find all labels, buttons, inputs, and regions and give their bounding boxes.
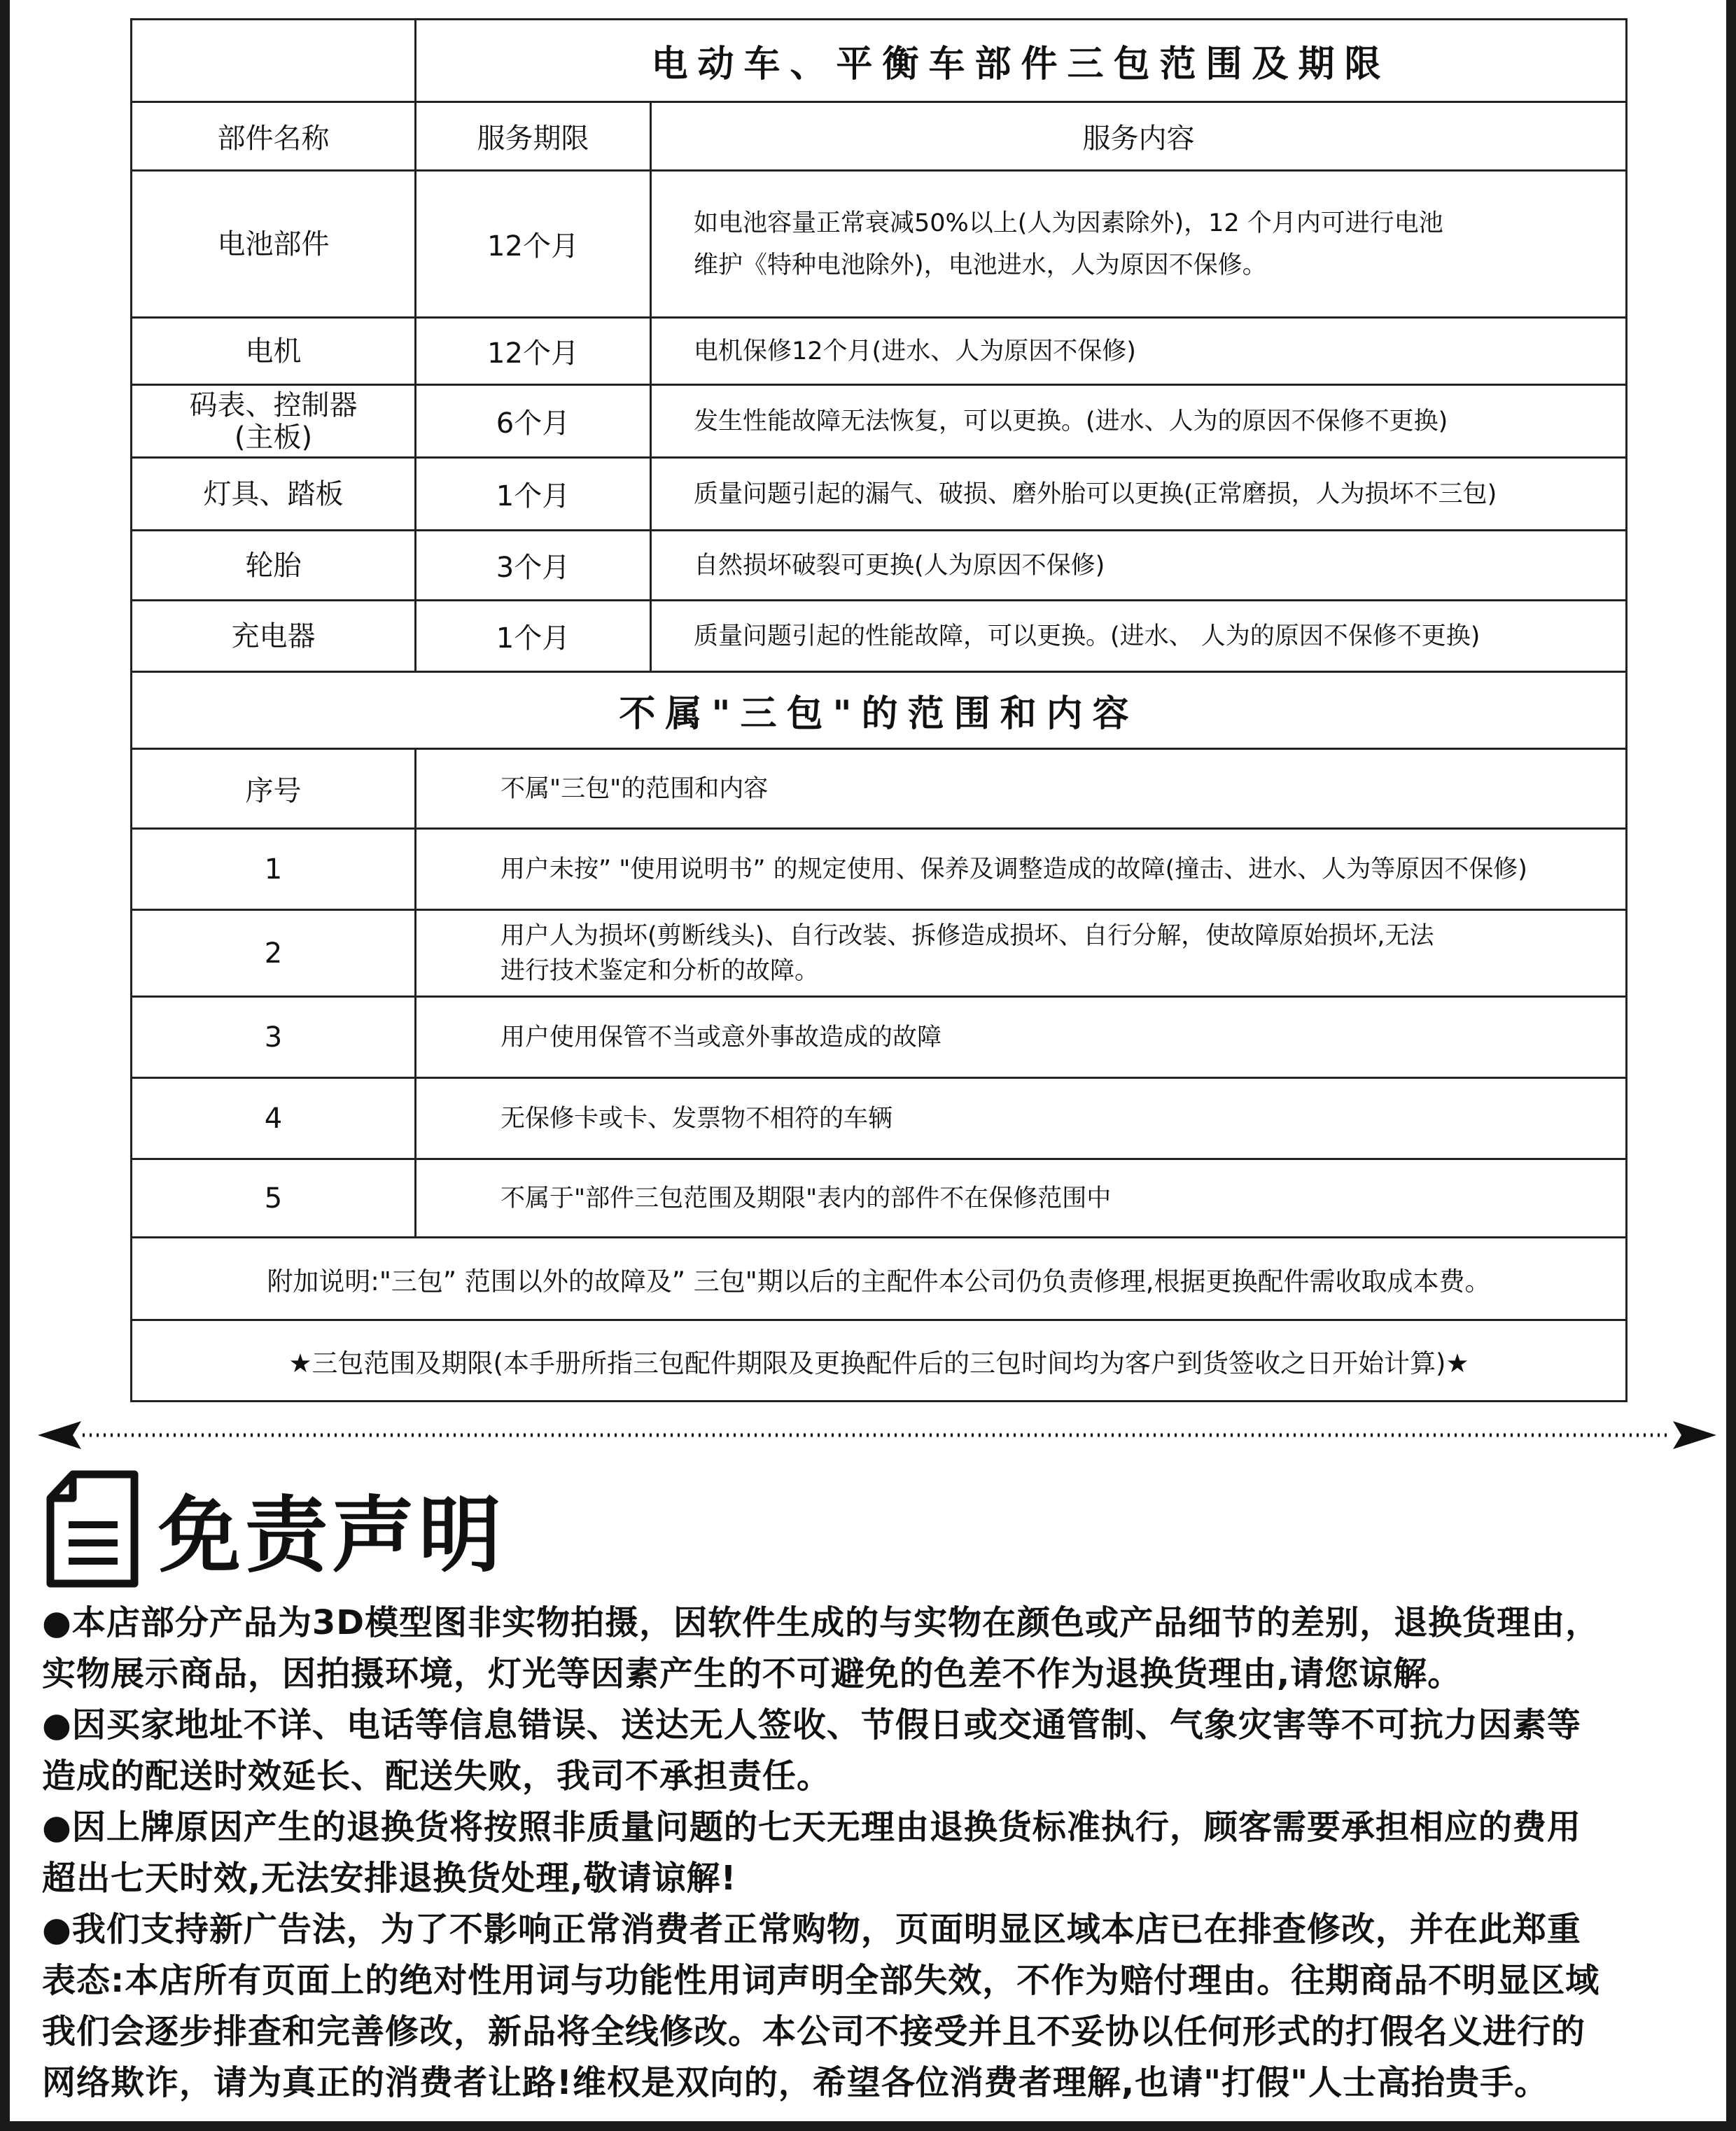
content-line: 维护《特种电池除外)，电池进水，人为原因不保修。 — [694, 251, 1267, 279]
dotted-arrow-divider — [38, 1420, 1716, 1451]
part-name-line: 码表、控制器 — [189, 389, 358, 421]
disclaimer-line: 造成的配送时效延长、配送失败，我司不承担责任。 — [42, 1756, 832, 1796]
footer-row — [132, 1320, 1627, 1402]
disclaimer-line: 实物展示商品，因拍摄环境，灯光等因素产生的不可避免的色差不作为退换货理由,请您谅解。 — [42, 1654, 1462, 1693]
exclusion-content — [416, 1159, 1627, 1238]
disclaimer-body — [42, 1598, 1718, 2109]
disclaimer-line: ●本店部分产品为3D模型图非实物拍摄，因软件生成的与实物在颜色或产品细节的差别，退换货理由， — [42, 1603, 1600, 1642]
content-line: 质量问题引起的漏气、破损、磨外胎可以更换(正常磨损，人为损坏不三包) — [694, 480, 1497, 508]
content-line: 用户人为损坏(剪断线头)、自行改装、拆修造成损坏、自行分解，使故障原始损坏,无法 — [500, 921, 1434, 950]
content-line: 无保修卡或卡、发票物不相符的车辆 — [500, 1104, 893, 1133]
disclaimer-paragraph — [42, 1904, 1718, 2109]
table-row — [132, 1078, 1627, 1159]
disclaimer-line: ●因买家地址不详、电话等信息错误、送达无人签收、节假日或交通管制、气象灾害等不可抗力因素等 — [42, 1705, 1581, 1745]
service-period: 1个月 — [416, 601, 651, 672]
service-content — [651, 318, 1627, 385]
seq-number: 4 — [132, 1078, 416, 1159]
document-icon — [45, 1470, 140, 1588]
exclusion-header-row — [132, 749, 1627, 829]
blank-corner-cell — [132, 20, 416, 102]
header-service-period: 服务期限 — [416, 102, 651, 171]
table-row — [132, 829, 1627, 910]
content-line: 质量问题引起的性能故障，可以更换。(进水、 人为的原因不保修不更换) — [694, 622, 1480, 650]
disclaimer-paragraph — [42, 1598, 1718, 1700]
seq-number: 3 — [132, 997, 416, 1078]
warranty-table-title: 电动车、平衡车部件三包范围及期限 — [416, 20, 1627, 102]
content-line: 用户使用保管不当或意外事故造成的故障 — [500, 1023, 942, 1051]
service-content — [651, 601, 1627, 672]
disclaimer-line: ●我们支持新广告法，为了不影响正常消费者正常购物，页面明显区域本店已在排查修改，并在此郑重 — [42, 1910, 1581, 1949]
table-row — [132, 997, 1627, 1078]
part-name: 电池部件 — [132, 171, 416, 318]
table-row — [132, 318, 1627, 385]
part-name: 电机 — [132, 318, 416, 385]
seq-number: 5 — [132, 1159, 416, 1238]
part-name: 灯具、踏板 — [132, 458, 416, 531]
exclusion-content — [416, 829, 1627, 910]
warranty-title-row — [132, 20, 1627, 102]
table-row — [132, 601, 1627, 672]
disclaimer-line: ●因上牌原因产生的退换货将按照非质量问题的七天无理由退换货标准执行，顾客需要承担相应的费用 — [42, 1808, 1581, 1847]
right-arrow-icon — [1673, 1421, 1716, 1449]
content-line: 电机保修12个月(进水、人为原因不保修) — [694, 337, 1136, 365]
seq-number: 2 — [132, 910, 416, 997]
disclaimer-line: 表态:本店所有页面上的绝对性用词与功能性用词声明全部失效，不作为赔付理由。往期商品不明显区域 — [42, 1961, 1600, 2000]
service-content — [651, 531, 1627, 601]
table-row — [132, 910, 1627, 997]
disclaimer-line: 我们会逐步排查和完善修改，新品将全线修改。本公司不接受并且不妥协以任何形式的打假名义进行的 — [42, 2012, 1586, 2051]
header-seq: 序号 — [132, 749, 416, 829]
header-part-name: 部件名称 — [132, 102, 416, 171]
warranty-footer-note: ★三包范围及期限(本手册所指三包配件期限及更换配件后的三包时间均为客户到货签收之日开始计算)★ — [132, 1320, 1627, 1402]
service-period: 12个月 — [416, 171, 651, 318]
service-period: 3个月 — [416, 531, 651, 601]
exclusion-title-row — [132, 672, 1627, 749]
disclaimer-line: 超出七天时效,无法安排退换货处理,敬请谅解! — [42, 1859, 737, 1898]
exclusion-table-title: 不属"三包"的范围和内容 — [132, 672, 1627, 749]
note-row — [132, 1238, 1627, 1320]
content-line: 进行技术鉴定和分析的故障。 — [500, 956, 820, 985]
part-name: 轮胎 — [132, 531, 416, 601]
service-period: 1个月 — [416, 458, 651, 531]
table-row — [132, 1159, 1627, 1238]
part-name-line: (主板) — [234, 421, 313, 454]
seq-number: 1 — [132, 829, 416, 910]
content-line: 自然损坏破裂可更换(人为原因不保修) — [694, 551, 1105, 580]
disclaimer-line: 网络欺诈，请为真正的消费者让路!维权是双向的，希望各位消费者理解,也请"打假"人士高抬贵手。 — [42, 2063, 1549, 2102]
header-service-content: 服务内容 — [651, 102, 1627, 171]
disclaimer-paragraph — [42, 1802, 1718, 1904]
table-row — [132, 171, 1627, 318]
table-row — [132, 531, 1627, 601]
service-period: 12个月 — [416, 318, 651, 385]
service-period: 6个月 — [416, 385, 651, 458]
service-content — [651, 171, 1627, 318]
exclusion-content — [416, 1078, 1627, 1159]
content-line: 发生性能故障无法恢复，可以更换。(进水、人为的原因不保修不更换) — [694, 407, 1448, 435]
content-line: 用户未按” "使用说明书” 的规定使用、保养及调整造成的故障(撞击、进水、人为等原因不保修) — [500, 855, 1527, 883]
part-name: 充电器 — [132, 601, 416, 672]
content-line: 如电池容量正常衰减50%以上(人为因素除外)，12 个月内可进行电池 — [694, 209, 1443, 237]
service-content — [651, 458, 1627, 531]
warranty-header-row — [132, 102, 1627, 171]
exclusion-content — [416, 997, 1627, 1078]
header-exclusion-content: 不属"三包"的范围和内容 — [416, 749, 1627, 829]
part-name — [132, 385, 416, 458]
warranty-table — [130, 18, 1628, 1402]
disclaimer-paragraph — [42, 1700, 1718, 1802]
table-row — [132, 385, 1627, 458]
exclusion-content — [416, 910, 1627, 997]
service-content — [651, 385, 1627, 458]
disclaimer-title: 免责声明 — [158, 1487, 506, 1584]
left-arrow-icon — [38, 1421, 81, 1449]
table-row — [132, 458, 1627, 531]
additional-note: 附加说明:"三包” 范围以外的故障及” 三包"期以后的主配件本公司仍负责修理,根据更换配件需收取成本费。 — [132, 1238, 1627, 1320]
content-line: 不属于"部件三包范围及期限"表内的部件不在保修范围中 — [500, 1184, 1112, 1213]
